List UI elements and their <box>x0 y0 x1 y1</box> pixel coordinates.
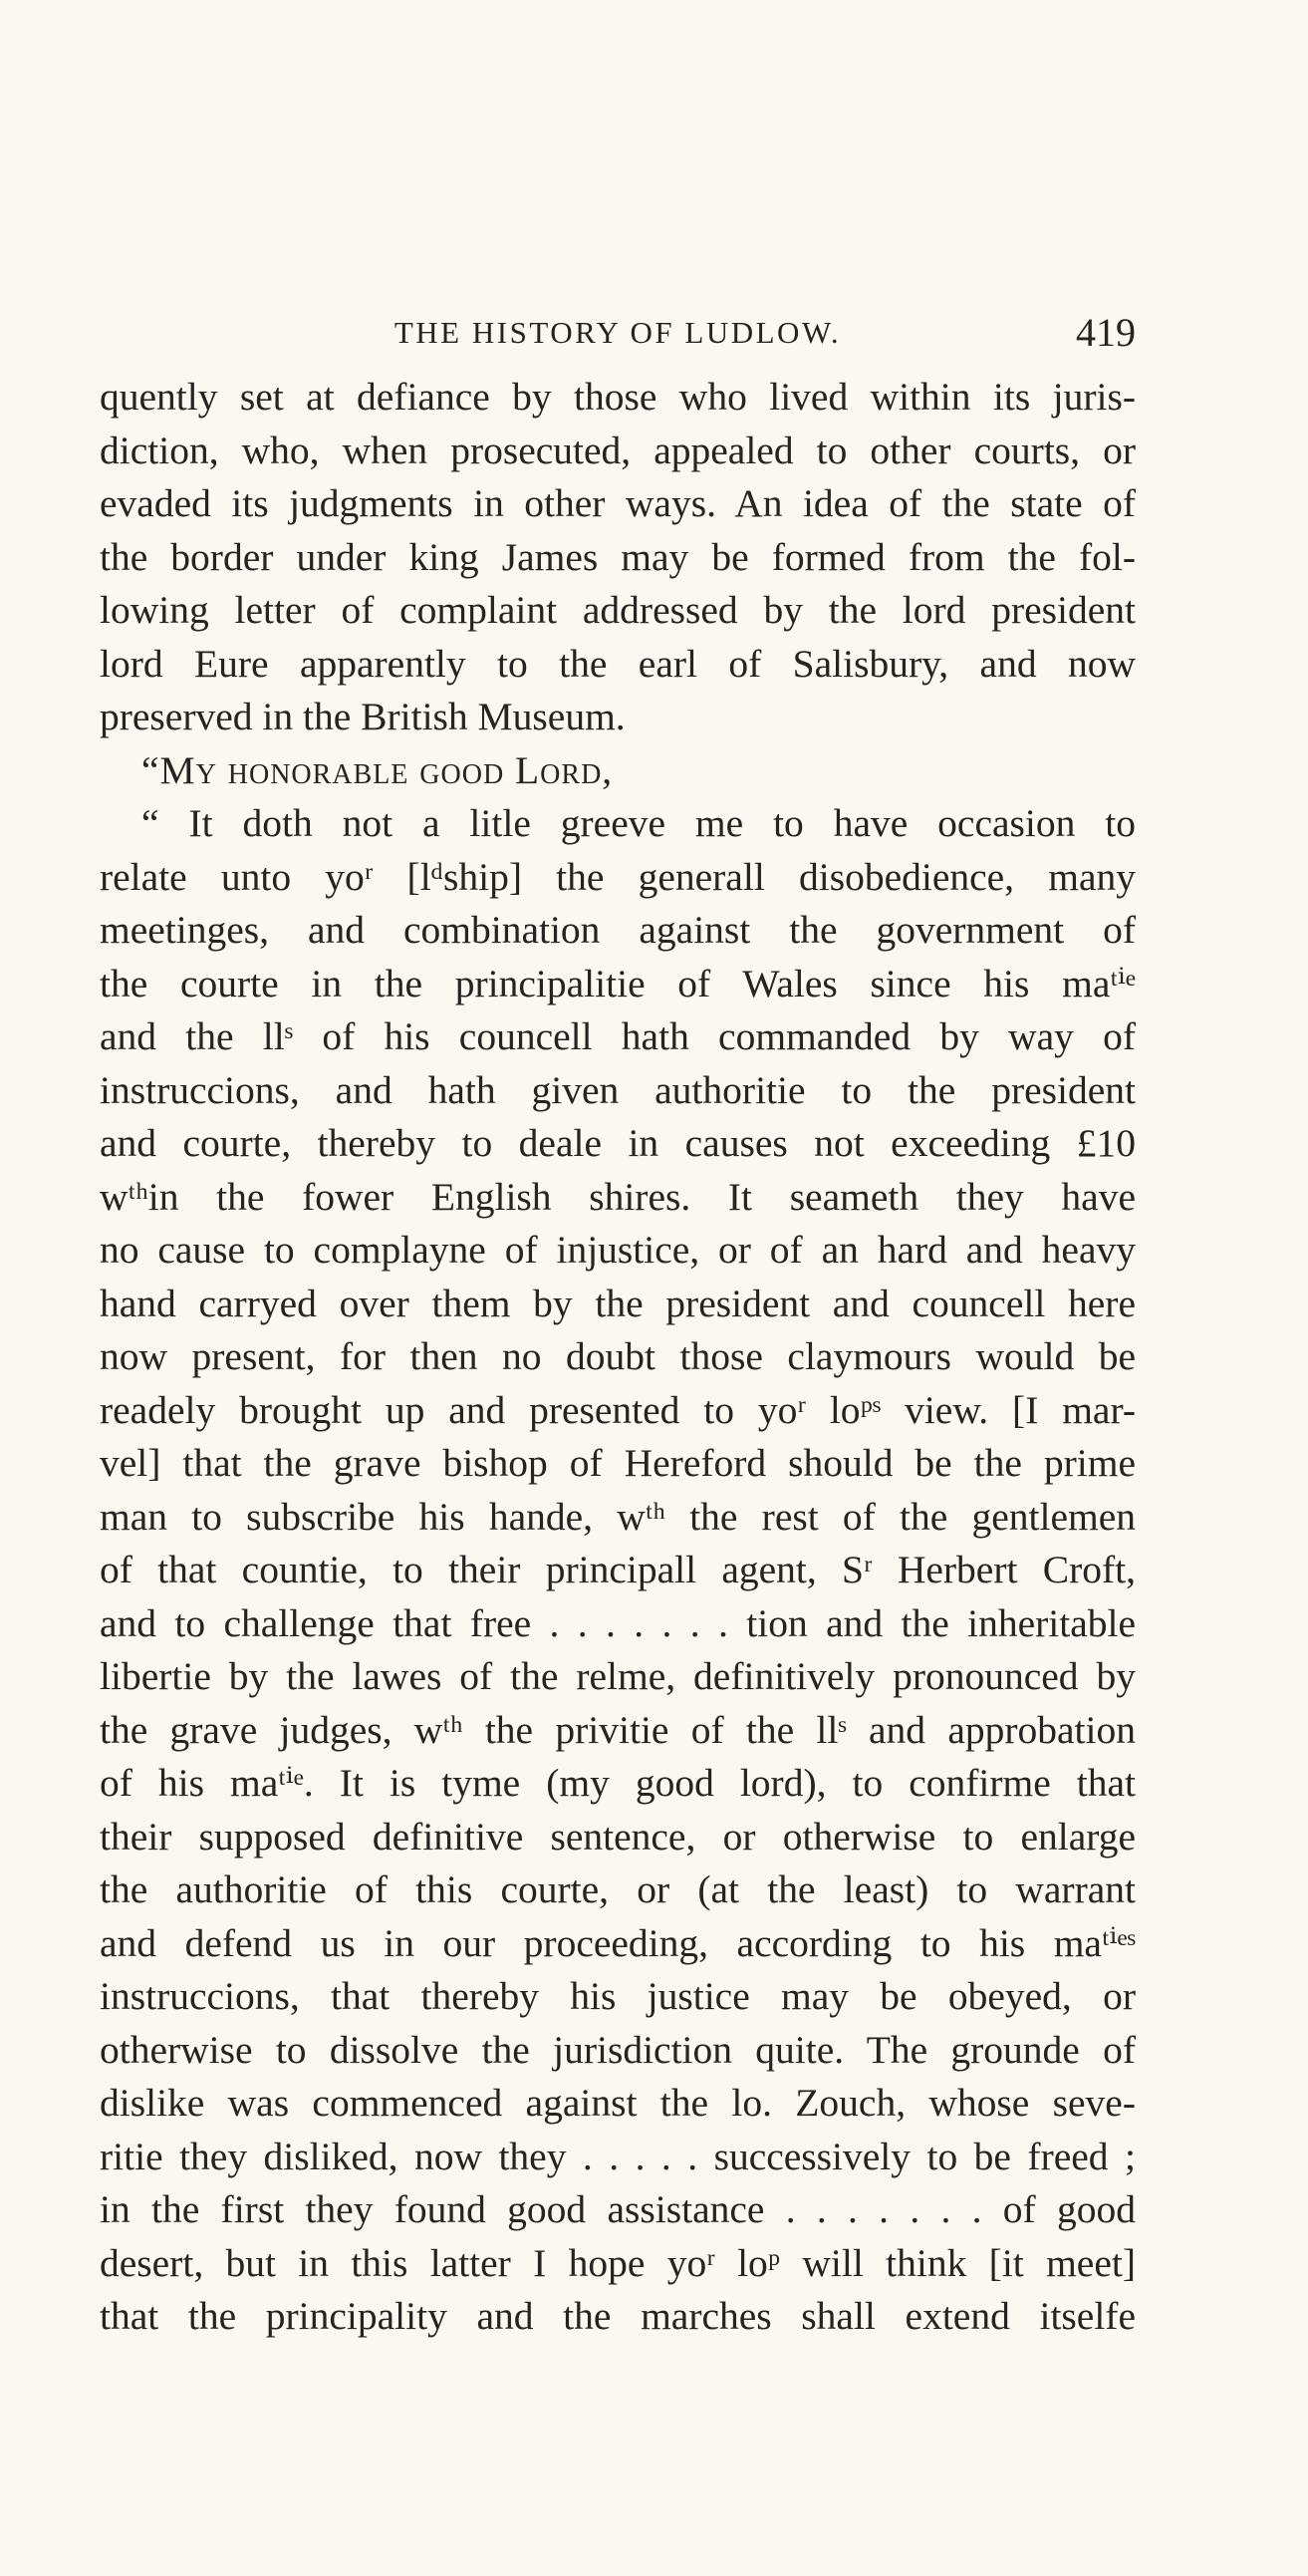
text-line: now present, for then no doubt those claymours would be <box>100 1334 1136 1378</box>
page-number: 419 <box>1076 310 1136 355</box>
text-line: the grave judges, wᵗʰ the privitie of the llˢ and approbation <box>100 1707 1136 1752</box>
text-line: of his maᵗⁱᵉ. It is tyme (my good lord), to confirme that <box>100 1761 1136 1805</box>
text-line: evaded its judgments in other ways. An idea of the state of <box>100 481 1136 525</box>
text-line: the courte in the principalitie of Wales since his maᵗⁱᵉ <box>100 961 1136 1005</box>
text-line: no cause to complayne of injustice, or of an hard and heavy <box>100 1228 1136 1272</box>
text-line: preserved in the British Museum. <box>100 695 626 738</box>
text-line: desert, but in this latter I hope yoʳ loᵖ will think [it meet] <box>100 2240 1136 2285</box>
text-line: the authoritie of this courte, or (at the least) to warrant <box>100 1867 1136 1911</box>
body-text <box>100 371 1136 2344</box>
text-line: readely brought up and presented to yoʳ loᵖˢ view. [I mar- <box>100 1387 1136 1432</box>
text-line: and courte, thereby to deale in causes not exceeding £10 <box>100 1121 1136 1165</box>
text-line: quently set at defiance by those who lived within its juris- <box>100 375 1136 419</box>
text-line: instruccions, that thereby his justice may be obeyed, or <box>100 1974 1136 2018</box>
text-line: meetinges, and combination against the government of <box>100 908 1136 952</box>
text-line: vel] that the grave bishop of Hereford should be the prime <box>100 1441 1136 1485</box>
text-line: dislike was commenced against the lo. Zouch, whose seve- <box>100 2081 1136 2125</box>
text-line: their supposed definitive sentence, or otherwise to enlarge <box>100 1814 1136 1859</box>
text-line: the border under king James may be formed from the fol- <box>100 534 1136 579</box>
text-line: otherwise to dissolve the jurisdiction quite. The grounde of <box>100 2027 1136 2072</box>
text-line: diction, who, when prosecuted, appealed to other courts, or <box>100 428 1136 472</box>
text-line: lord Eure apparently to the earl of Salisbury, and now <box>100 641 1136 686</box>
text-line: man to subscribe his hande, wᵗʰ the rest of the gentlemen <box>100 1494 1136 1539</box>
text-line: relate unto yoʳ [lᵈship] the generall disobedience, many <box>100 854 1136 899</box>
text-line: that the principality and the marches shall extend itselfe <box>100 2294 1136 2338</box>
text-line: instruccions, and hath given authoritie to the president <box>100 1067 1136 1112</box>
text-line: ritie they disliked, now they . . . . . successively to be freed ; <box>100 2134 1136 2178</box>
text-line: and to challenge that free . . . . . . . tion and the inheritable <box>100 1600 1136 1645</box>
running-head-title: THE HISTORY OF LUDLOW. <box>393 315 842 350</box>
running-head <box>100 309 1136 359</box>
text-line: wᵗʰin the fower English shires. It seameth they have <box>100 1174 1136 1219</box>
letter-salutation: “My honorable good Lord, <box>141 747 614 792</box>
text-line: in the first they found good assistance . . . . . . . of good <box>100 2187 1136 2231</box>
text-line: hand carryed over them by the president and councell here <box>100 1281 1136 1325</box>
text-line: and the llˢ of his councell hath commanded by way of <box>100 1014 1136 1058</box>
text-line: lowing letter of complaint addressed by the lord president <box>100 588 1136 632</box>
text-line: and defend us in our proceeding, according to his maᵗⁱᵉˢ <box>100 1920 1136 1965</box>
text-line: “ It doth not a litle greeve me to have occasion to <box>141 801 1136 845</box>
text-line: libertie by the lawes of the relme, definitively pronounced by <box>100 1654 1136 1698</box>
text-line: of that countie, to their principall agent, Sʳ Herbert Croft, <box>100 1548 1136 1591</box>
